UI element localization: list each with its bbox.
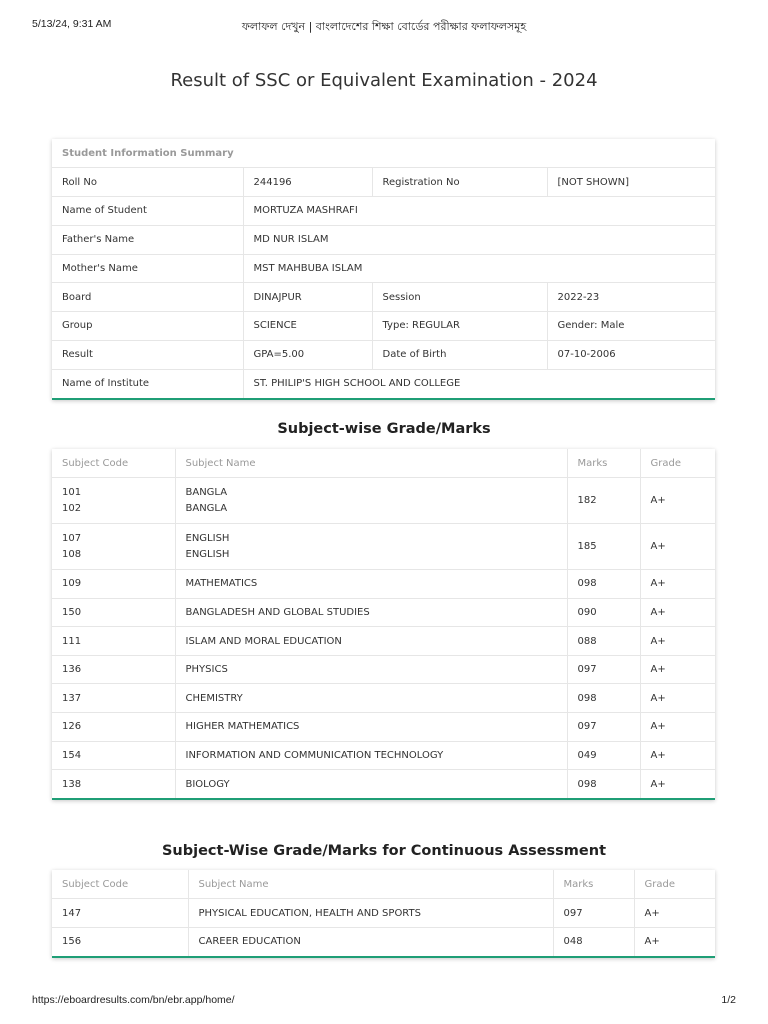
subject-marks: 048: [553, 927, 634, 956]
subject-marks: 097: [567, 655, 640, 684]
subject-code-cell: [52, 524, 175, 570]
subject-code: 101: [62, 486, 82, 498]
subject-name: BANGLADESH AND GLOBAL STUDIES: [175, 598, 567, 627]
info-row-father: [52, 225, 715, 254]
info-row-group: [52, 312, 715, 341]
roll-label: Roll No: [52, 168, 243, 197]
mother-name-label: Mother's Name: [52, 254, 243, 283]
dob-label: Date of Birth: [372, 340, 547, 369]
table-row: [52, 741, 715, 770]
subject-marks: 098: [567, 770, 640, 799]
gender-value: Gender: Male: [547, 312, 715, 341]
subject-grade: A+: [640, 684, 715, 713]
subject-grade: A+: [640, 570, 715, 599]
print-date: 5/13/24, 9:31 AM: [32, 18, 112, 30]
subject-name-cell: [175, 478, 567, 524]
result-label: Result: [52, 340, 243, 369]
header-subject-name: Subject Name: [175, 449, 567, 478]
subject-name: ISLAM AND MORAL EDUCATION: [175, 627, 567, 656]
table-row: [52, 524, 715, 570]
subject-grade: A+: [640, 478, 715, 524]
subject-grade: A+: [634, 927, 715, 956]
continuous-assessment-title: Subject-Wise Grade/Marks for Continuous Assessment: [161, 843, 607, 859]
session-value: 2022-23: [547, 283, 715, 312]
print-page-title: ফলাফল দেখুন | বাংলাদেশের শিক্ষা বোর্ডের পরীক্ষার ফলাফলসমূহ: [241, 20, 527, 33]
mother-name-value: MST MAHBUBA ISLAM: [243, 254, 715, 283]
table-row: [52, 627, 715, 656]
subject-name: BIOLOGY: [175, 770, 567, 799]
subject-name: MATHEMATICS: [175, 570, 567, 599]
print-url: https://eboardresults.com/bn/ebr.app/home/: [32, 994, 235, 1006]
subject-name: BANGLA: [185, 502, 228, 514]
table-row: [52, 478, 715, 524]
subject-code: 147: [52, 899, 188, 928]
subject-marks: 098: [567, 570, 640, 599]
header-grade: Grade: [634, 870, 715, 899]
table-row: [52, 899, 715, 928]
subject-marks: 097: [553, 899, 634, 928]
subject-code: 136: [52, 655, 175, 684]
table-row: [52, 770, 715, 799]
continuous-assessment-header-row: [52, 870, 715, 899]
subject-code-cell: [52, 478, 175, 524]
table-row: [52, 655, 715, 684]
subject-name: PHYSICS: [175, 655, 567, 684]
info-row-result: [52, 340, 715, 369]
subject-grade: A+: [640, 524, 715, 570]
registration-value: [NOT SHOWN]: [547, 168, 715, 197]
student-name-label: Name of Student: [52, 197, 243, 226]
type-value: Type: REGULAR: [372, 312, 547, 341]
registration-label: Registration No: [372, 168, 547, 197]
subject-grades-title: Subject-wise Grade/Marks: [277, 421, 491, 437]
subject-name: INFORMATION AND COMMUNICATION TECHNOLOGY: [175, 741, 567, 770]
info-row-board: [52, 283, 715, 312]
student-info-card: [52, 139, 715, 400]
father-name-label: Father's Name: [52, 225, 243, 254]
board-value: DINAJPUR: [243, 283, 372, 312]
subject-code: 137: [52, 684, 175, 713]
subject-name: CHEMISTRY: [175, 684, 567, 713]
header-subject-code: Subject Code: [52, 870, 188, 899]
subject-code: 150: [52, 598, 175, 627]
subject-code: 107: [62, 532, 82, 544]
subject-grade: A+: [640, 770, 715, 799]
roll-value: 244196: [243, 168, 372, 197]
header-subject-name: Subject Name: [188, 870, 553, 899]
table-row: [52, 570, 715, 599]
subject-code: 108: [62, 548, 82, 560]
subject-marks: 098: [567, 684, 640, 713]
subject-marks: 182: [567, 478, 640, 524]
subject-grades-header-row: [52, 449, 715, 478]
subject-name: CAREER EDUCATION: [188, 927, 553, 956]
subject-marks: 097: [567, 713, 640, 742]
dob-value: 07-10-2006: [547, 340, 715, 369]
subject-marks: 088: [567, 627, 640, 656]
subject-name: ENGLISH: [185, 532, 230, 544]
subject-code: 102: [62, 502, 82, 514]
subject-grade: A+: [640, 655, 715, 684]
subject-name-cell: [175, 524, 567, 570]
subject-code: 156: [52, 927, 188, 956]
header-marks: Marks: [553, 870, 634, 899]
continuous-assessment-table: [52, 870, 715, 956]
father-name-value: MD NUR ISLAM: [243, 225, 715, 254]
table-row: [52, 927, 715, 956]
institute-value: ST. PHILIP'S HIGH SCHOOL AND COLLEGE: [243, 369, 715, 398]
subject-grades-table: [52, 449, 715, 798]
student-info-heading: Student Information Summary: [52, 139, 715, 168]
table-row: [52, 713, 715, 742]
subject-marks: 049: [567, 741, 640, 770]
student-name-value: MORTUZA MASHRAFI: [243, 197, 715, 226]
subject-code: 154: [52, 741, 175, 770]
subject-code: 111: [52, 627, 175, 656]
subject-grade: A+: [640, 713, 715, 742]
session-label: Session: [372, 283, 547, 312]
institute-label: Name of Institute: [52, 369, 243, 398]
group-value: SCIENCE: [243, 312, 372, 341]
header-subject-code: Subject Code: [52, 449, 175, 478]
print-header: [32, 18, 736, 34]
subject-grade: A+: [640, 741, 715, 770]
subject-name: ENGLISH: [185, 548, 230, 560]
result-value: GPA=5.00: [243, 340, 372, 369]
subject-grade: A+: [640, 627, 715, 656]
page-number: 1/2: [721, 994, 736, 1006]
subject-name: PHYSICAL EDUCATION, HEALTH AND SPORTS: [188, 899, 553, 928]
subject-name: BANGLA: [185, 486, 228, 498]
info-row-name: [52, 197, 715, 226]
print-footer: [32, 994, 736, 1008]
table-row: [52, 684, 715, 713]
info-row-institute: [52, 369, 715, 398]
subject-grade: A+: [640, 598, 715, 627]
student-info-table: [52, 139, 715, 398]
subject-name: HIGHER MATHEMATICS: [175, 713, 567, 742]
info-row-mother: [52, 254, 715, 283]
continuous-assessment-card: [52, 870, 715, 958]
subject-code: 109: [52, 570, 175, 599]
info-row-roll: [52, 168, 715, 197]
table-row: [52, 598, 715, 627]
subject-grade: A+: [634, 899, 715, 928]
subject-marks: 185: [567, 524, 640, 570]
group-label: Group: [52, 312, 243, 341]
subject-marks: 090: [567, 598, 640, 627]
page-title: Result of SSC or Equivalent Examination - 2024: [170, 70, 598, 91]
student-info-heading-row: [52, 139, 715, 168]
subject-code: 126: [52, 713, 175, 742]
header-grade: Grade: [640, 449, 715, 478]
subject-code: 138: [52, 770, 175, 799]
board-label: Board: [52, 283, 243, 312]
subject-grades-card: [52, 449, 715, 800]
header-marks: Marks: [567, 449, 640, 478]
